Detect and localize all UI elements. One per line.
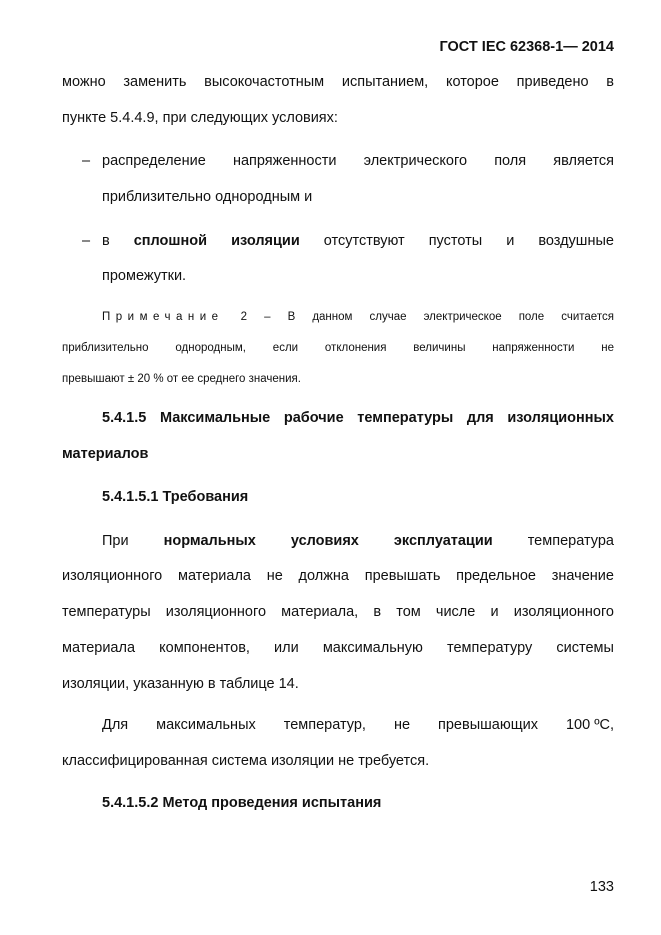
- word: материала: [62, 640, 136, 656]
- word: максимальную: [322, 640, 423, 656]
- paragraph-line: пункте 5.4.4.9, при следующих условиях:: [62, 110, 338, 126]
- word: материала,: [281, 604, 359, 620]
- paragraph-line: [62, 74, 614, 90]
- word: заменить: [123, 74, 187, 90]
- paragraph-line: изоляции, указанную в таблице 14.: [62, 676, 299, 692]
- word: максимальных: [156, 717, 256, 733]
- paragraph-line: [102, 717, 614, 733]
- word: электрического: [363, 153, 468, 169]
- word: величины: [413, 342, 466, 354]
- paragraph-line: [102, 533, 614, 549]
- word: рабочие: [283, 410, 344, 426]
- word: не: [393, 717, 411, 733]
- word: поле: [518, 311, 545, 323]
- term-insulation: изоляции: [231, 233, 300, 249]
- list-item-line: приблизительно однородным и: [102, 189, 313, 205]
- section-heading: [102, 410, 614, 426]
- section-heading-line: материалов: [62, 446, 149, 462]
- word: значение: [551, 568, 614, 584]
- paragraph-line: [62, 568, 614, 584]
- word: изоляционного: [62, 568, 163, 584]
- word: Максимальные: [159, 410, 271, 426]
- note-label: Примечание: [102, 311, 224, 323]
- word: 100 ºС,: [565, 717, 614, 733]
- word: и: [506, 233, 515, 249]
- word: если: [272, 342, 299, 354]
- word: изоляционных: [507, 410, 614, 426]
- word: напряженности: [492, 342, 575, 354]
- word: –: [264, 311, 271, 323]
- word: температур,: [283, 717, 366, 733]
- word: не: [601, 342, 614, 354]
- subsection-heading: 5.4.1.5.1 Требования: [102, 489, 249, 505]
- paragraph-line: [62, 604, 614, 620]
- subsection-heading: 5.4.1.5.2 Метод проведения испытания: [102, 795, 382, 811]
- word: компонентов,: [159, 640, 250, 656]
- word: является: [553, 153, 614, 169]
- word: испытанием,: [341, 74, 429, 90]
- word: приблизительно: [62, 342, 149, 354]
- word: материала: [177, 568, 251, 584]
- word: температура: [527, 533, 614, 549]
- word: однородным,: [175, 342, 246, 354]
- list-item-line: [102, 233, 614, 249]
- term-conditions: условиях: [290, 533, 359, 549]
- term-normal: нормальных: [163, 533, 256, 549]
- word: превышать: [364, 568, 441, 584]
- word: При: [102, 533, 129, 549]
- word: поля: [494, 153, 527, 169]
- term-solid: сплошной: [133, 233, 208, 249]
- paragraph-line: классифицированная система изоляции не требуется.: [62, 753, 430, 769]
- term-operation: эксплуатации: [393, 533, 493, 549]
- word: отсутствуют: [323, 233, 405, 249]
- word: превышающих: [438, 717, 538, 733]
- word: в: [373, 604, 382, 620]
- word: электрическое: [423, 311, 502, 323]
- word: изоляционного: [513, 604, 614, 620]
- note-line: [62, 342, 614, 354]
- word: температуру: [447, 640, 533, 656]
- word: которое: [445, 74, 499, 90]
- paragraph-line: [62, 640, 614, 656]
- note-line: превышают ± 20 % от ее среднего значения.: [62, 373, 301, 385]
- word: для: [466, 410, 494, 426]
- word: не: [266, 568, 283, 584]
- word: напряженности: [232, 153, 337, 169]
- word: отклонения: [324, 342, 387, 354]
- list-item-line: промежутки.: [102, 268, 187, 284]
- word: или: [274, 640, 299, 656]
- word: 5.4.1.5: [102, 410, 147, 426]
- page-number: 133: [589, 879, 614, 895]
- word: в: [606, 74, 614, 90]
- word: том: [396, 604, 421, 620]
- word: распределение: [102, 153, 206, 169]
- word: воздушные: [538, 233, 614, 249]
- word: системы: [556, 640, 614, 656]
- word: температуры: [357, 410, 454, 426]
- word: В: [287, 311, 296, 323]
- word: температуры: [62, 604, 151, 620]
- word: пустоты: [428, 233, 483, 249]
- word: числе: [435, 604, 476, 620]
- word: считается: [561, 311, 614, 323]
- word: и: [490, 604, 499, 620]
- word: предельное: [456, 568, 536, 584]
- document-header: ГОСТ IEC 62368-1— 2014: [439, 39, 614, 55]
- word: должна: [298, 568, 349, 584]
- list-item-line: [102, 153, 614, 169]
- word: можно: [62, 74, 106, 90]
- word: Для: [102, 717, 129, 733]
- list-dash: –: [82, 153, 91, 169]
- word: данном: [312, 311, 353, 323]
- word: высокочастотным: [204, 74, 325, 90]
- word: случае: [369, 311, 407, 323]
- note-line: [102, 311, 614, 323]
- word: в: [102, 233, 110, 249]
- word: приведено: [516, 74, 589, 90]
- list-dash: –: [82, 233, 91, 249]
- word: 2: [240, 311, 248, 323]
- word: изоляционного: [165, 604, 267, 620]
